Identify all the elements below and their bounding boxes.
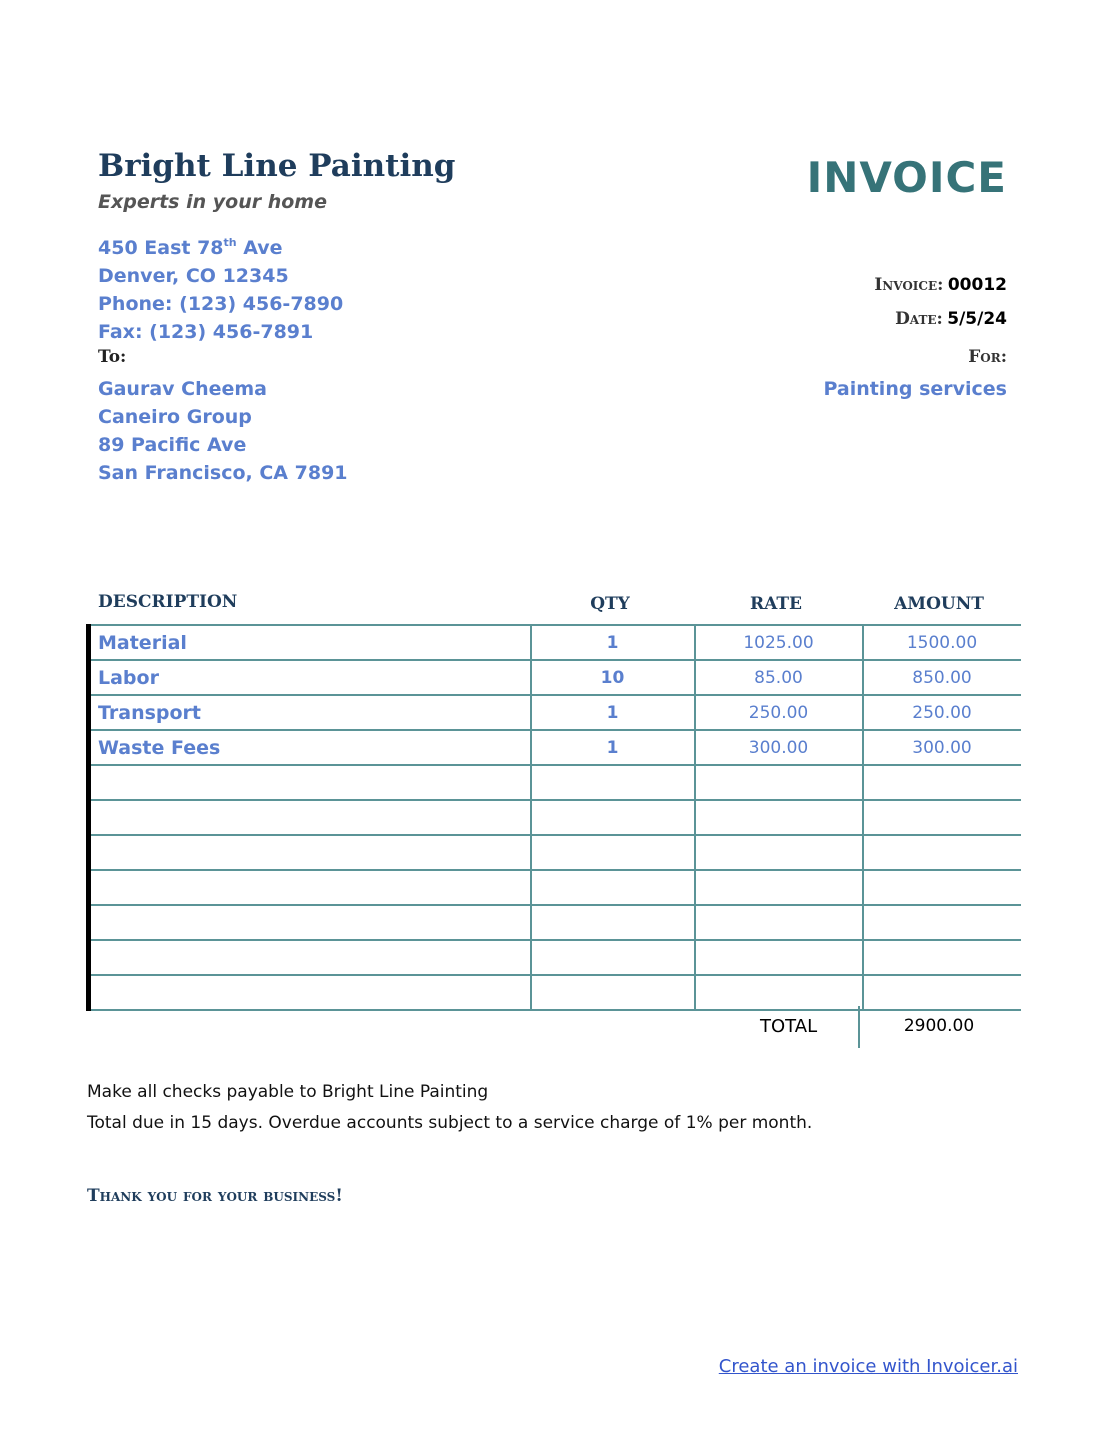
item-description: Transport xyxy=(89,695,531,730)
item-description: Waste Fees xyxy=(89,730,531,765)
invoice-date-value: 5/5/24 xyxy=(947,309,1007,329)
invoice-number-label: Invoice: xyxy=(874,275,944,295)
company-street-number: 450 East 78 xyxy=(98,237,224,259)
empty-cell xyxy=(863,835,1021,870)
empty-cell xyxy=(863,765,1021,800)
company-fax: Fax: (123) 456-7891 xyxy=(98,321,314,343)
empty-cell xyxy=(89,765,531,800)
item-description: Labor xyxy=(89,660,531,695)
empty-cell xyxy=(531,975,695,1010)
item-amount: 250.00 xyxy=(863,695,1021,730)
company-phone: Phone: (123) 456-7890 xyxy=(98,293,344,315)
empty-cell xyxy=(695,835,863,870)
empty-cell xyxy=(531,835,695,870)
column-header-qty: QTY xyxy=(590,594,630,614)
line-items-table xyxy=(86,624,1021,1011)
empty-cell xyxy=(89,940,531,975)
empty-cell xyxy=(695,940,863,975)
item-rate: 1025.00 xyxy=(695,625,863,660)
empty-cell xyxy=(695,765,863,800)
empty-cell xyxy=(531,800,695,835)
bill-to-street: 89 Pacific Ave xyxy=(98,434,247,456)
company-street-type: Ave xyxy=(236,237,283,259)
bill-to-city: San Francisco, CA 7891 xyxy=(98,462,348,484)
empty-cell xyxy=(863,975,1021,1010)
for-value: Painting services xyxy=(823,378,1007,400)
company-street-suffix: th xyxy=(223,236,237,249)
table-row xyxy=(89,625,1021,660)
empty-cell xyxy=(89,905,531,940)
total-value: 2900.00 xyxy=(903,1016,975,1036)
empty-cell xyxy=(695,905,863,940)
table-row xyxy=(89,660,1021,695)
item-rate: 85.00 xyxy=(695,660,863,695)
empty-cell xyxy=(89,870,531,905)
empty-table-row xyxy=(89,940,1021,975)
invoice-number-value: 00012 xyxy=(947,275,1007,295)
empty-cell xyxy=(531,765,695,800)
empty-cell xyxy=(695,975,863,1010)
column-header-rate: RATE xyxy=(750,594,802,614)
empty-table-row xyxy=(89,905,1021,940)
bill-to-label: To: xyxy=(98,347,127,367)
invoicer-link[interactable]: Create an invoice with Invoicer.ai xyxy=(718,1356,1018,1377)
bill-to-company: Caneiro Group xyxy=(98,406,252,428)
empty-cell xyxy=(531,940,695,975)
empty-cell xyxy=(531,905,695,940)
company-address-street xyxy=(98,234,283,262)
empty-cell xyxy=(863,940,1021,975)
empty-cell xyxy=(863,905,1021,940)
total-label: TOTAL xyxy=(760,1016,818,1037)
payable-note: Make all checks payable to Bright Line Painting xyxy=(87,1082,489,1102)
item-amount: 300.00 xyxy=(863,730,1021,765)
empty-cell xyxy=(89,835,531,870)
empty-table-row xyxy=(89,835,1021,870)
column-header-description: DESCRIPTION xyxy=(98,592,238,612)
empty-cell xyxy=(89,800,531,835)
thank-you-message: Thank you for your business! xyxy=(87,1186,343,1206)
empty-cell xyxy=(863,870,1021,905)
item-qty: 1 xyxy=(531,730,695,765)
item-rate: 250.00 xyxy=(695,695,863,730)
empty-cell xyxy=(695,870,863,905)
table-row xyxy=(89,695,1021,730)
item-qty: 1 xyxy=(531,625,695,660)
item-qty: 1 xyxy=(531,695,695,730)
empty-cell xyxy=(863,800,1021,835)
item-amount: 1500.00 xyxy=(863,625,1021,660)
invoice-number-line xyxy=(874,275,1007,295)
empty-table-row xyxy=(89,765,1021,800)
empty-table-row xyxy=(89,800,1021,835)
empty-table-row xyxy=(89,975,1021,1010)
company-name: Bright Line Painting xyxy=(98,148,456,184)
empty-cell xyxy=(89,975,531,1010)
item-amount: 850.00 xyxy=(863,660,1021,695)
terms-note: Total due in 15 days. Overdue accounts subject to a service charge of 1% per month. xyxy=(87,1113,813,1133)
empty-table-row xyxy=(89,870,1021,905)
invoice-date-line xyxy=(895,309,1007,329)
item-qty: 10 xyxy=(531,660,695,695)
table-row xyxy=(89,730,1021,765)
invoice-title: INVOICE xyxy=(806,153,1007,202)
item-description: Material xyxy=(89,625,531,660)
empty-cell xyxy=(695,800,863,835)
invoice-date-label: Date: xyxy=(895,309,943,329)
company-address-city: Denver, CO 12345 xyxy=(98,265,289,287)
empty-cell xyxy=(531,870,695,905)
company-tagline: Experts in your home xyxy=(98,191,327,213)
bill-to-name: Gaurav Cheema xyxy=(98,378,267,400)
for-label: For: xyxy=(968,347,1007,367)
item-rate: 300.00 xyxy=(695,730,863,765)
column-header-amount: AMOUNT xyxy=(894,594,984,614)
